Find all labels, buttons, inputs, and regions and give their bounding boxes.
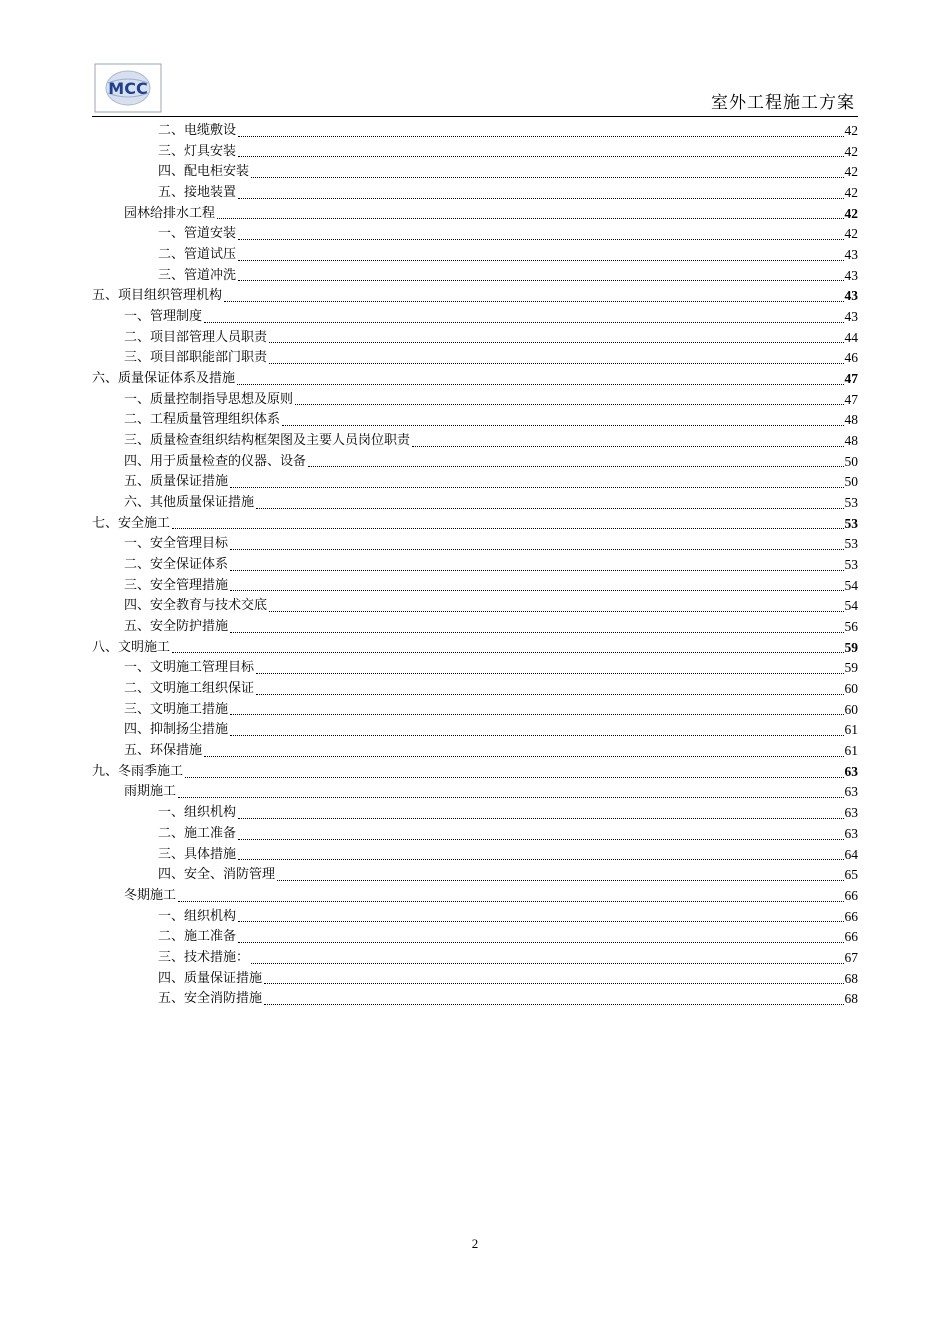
toc-leader-dots (277, 879, 843, 881)
document-header-title: 室外工程施工方案 (711, 93, 855, 113)
toc-entry[interactable] (92, 555, 858, 576)
toc-leader-dots (269, 362, 843, 364)
toc-entry-page: 61 (844, 722, 858, 738)
toc-entry[interactable] (92, 783, 858, 804)
toc-entry-label: 三、管道冲洗 (158, 267, 237, 283)
toc-entry-page: 63 (844, 805, 858, 821)
toc-leader-dots (230, 486, 843, 488)
toc-entry[interactable] (92, 845, 858, 866)
toc-entry-label: 二、施工准备 (158, 825, 237, 841)
toc-entry-page: 66 (844, 929, 858, 945)
toc-entry-label: 二、工程质量管理组织体系 (124, 412, 281, 428)
toc-entry-label: 五、环保措施 (124, 743, 203, 759)
toc-entry-label: 三、项目部职能部门职责 (124, 350, 268, 366)
toc-leader-dots (230, 548, 843, 550)
toc-entry-page: 59 (844, 639, 858, 655)
toc-entry-page: 63 (844, 763, 858, 779)
toc-entry-label: 一、管道安装 (158, 226, 237, 242)
toc-entry-label: 四、质量保证措施 (158, 970, 263, 986)
toc-entry[interactable] (92, 720, 858, 741)
toc-leader-dots (230, 713, 843, 715)
toc-entry-page: 42 (844, 185, 858, 200)
page-number: 2 (471, 1236, 479, 1251)
toc-entry-label: 五、接地装置 (158, 185, 237, 200)
toc-entry-page: 43 (844, 247, 858, 263)
toc-entry-page: 42 (844, 143, 858, 159)
toc-entry-page: 50 (844, 474, 858, 490)
toc-entry[interactable] (92, 183, 858, 204)
toc-entry-label: 七、安全施工 (92, 515, 171, 531)
toc-entry-label: 二、管道试压 (158, 247, 237, 263)
toc-leader-dots (217, 217, 843, 219)
toc-entry[interactable] (92, 472, 858, 493)
toc-entry-page: 46 (844, 350, 858, 366)
toc-entry[interactable] (92, 493, 858, 514)
toc-entry-page: 54 (844, 577, 858, 593)
toc-leader-dots (238, 838, 843, 840)
toc-entry[interactable] (92, 865, 858, 886)
toc-entry-page: 47 (844, 371, 858, 387)
toc-entry-page: 63 (844, 784, 858, 800)
toc-entry[interactable] (92, 596, 858, 617)
toc-entry-label: 一、管理制度 (124, 309, 203, 325)
toc-entry-page: 53 (844, 536, 858, 552)
toc-leader-dots (295, 403, 843, 405)
toc-entry-page: 65 (844, 867, 858, 883)
toc-leader-dots (251, 962, 843, 964)
toc-entry-page: 53 (844, 495, 858, 511)
toc-entry-page: 42 (844, 164, 858, 180)
toc-entry[interactable] (92, 142, 858, 163)
toc-entry-label: 一、文明施工管理目标 (124, 660, 255, 676)
toc-entry-page: 66 (844, 908, 858, 924)
toc-entry-page: 60 (844, 701, 858, 717)
toc-entry-label: 四、抑制扬尘措施 (124, 722, 229, 738)
toc-entry[interactable] (92, 121, 858, 142)
toc-entry-label: 二、文明施工组织保证 (124, 681, 255, 697)
toc-entry-page: 43 (844, 288, 858, 304)
toc-entry-label: 五、质量保证措施 (124, 474, 229, 490)
toc-entry-page: 43 (844, 309, 858, 325)
toc-entry[interactable] (92, 224, 858, 245)
toc-entry-label: 四、配电柜安装 (158, 164, 250, 180)
toc-entry-page: 42 (844, 122, 858, 138)
toc-leader-dots (238, 817, 843, 819)
toc-leader-dots (230, 631, 843, 633)
toc-entry[interactable] (92, 638, 858, 659)
toc-entry[interactable] (92, 534, 858, 555)
toc-entry[interactable] (92, 266, 858, 287)
toc-entry-page: 42 (844, 205, 858, 221)
toc-entry[interactable] (92, 431, 858, 452)
toc-entry-label: 九、冬雨季施工 (92, 763, 184, 779)
toc-leader-dots (251, 176, 843, 178)
toc-entry[interactable] (92, 886, 858, 907)
toc-leader-dots (238, 858, 843, 860)
toc-entry[interactable] (92, 824, 858, 845)
toc-entry-label: 四、安全教育与技术交底 (124, 598, 268, 614)
toc-entry-label: 一、质量控制指导思想及原则 (124, 391, 294, 407)
toc-entry-page: 63 (844, 825, 858, 841)
toc-entry-page: 47 (844, 391, 858, 407)
toc-entry-page: 48 (844, 433, 858, 449)
toc-leader-dots (238, 920, 843, 922)
toc-entry-page: 64 (844, 846, 858, 862)
toc-entry-page: 68 (844, 991, 858, 1007)
toc-leader-dots (224, 300, 843, 302)
toc-leader-dots (238, 279, 843, 281)
toc-entry[interactable] (92, 576, 858, 597)
toc-entry[interactable] (92, 514, 858, 535)
toc-entry-label: 二、电缆敷设 (158, 122, 237, 138)
toc-leader-dots (256, 672, 843, 674)
toc-entry-page: 60 (844, 681, 858, 697)
toc-leader-dots (238, 135, 843, 137)
toc-leader-dots (238, 941, 843, 943)
toc-entry-label: 三、灯具安装 (158, 143, 237, 159)
toc-entry[interactable] (92, 948, 858, 969)
toc-entry[interactable] (92, 969, 858, 990)
toc-entry-label: 三、质量检查组织结构框架图及主要人员岗位职责 (124, 433, 411, 449)
toc-leader-dots (256, 693, 843, 695)
toc-entry-page: 61 (844, 743, 858, 759)
toc-entry-page: 67 (844, 949, 858, 965)
toc-entry[interactable] (92, 989, 858, 1010)
toc-leader-dots (238, 238, 843, 240)
toc-entry-label: 三、技术措施： (158, 949, 250, 965)
toc-entry-label: 一、安全管理目标 (124, 536, 229, 552)
toc-entry-label: 五、项目组织管理机构 (92, 288, 223, 304)
toc-entry[interactable] (92, 410, 858, 431)
toc-entry-label: 六、质量保证体系及措施 (92, 371, 236, 387)
toc-entry[interactable] (92, 927, 858, 948)
toc-entry[interactable] (92, 162, 858, 183)
toc-leader-dots (282, 424, 843, 426)
toc-leader-dots (178, 796, 843, 798)
toc-entry-label: 二、施工准备 (158, 929, 237, 945)
toc-entry-page: 53 (844, 515, 858, 531)
toc-leader-dots (237, 383, 843, 385)
toc-entry-page: 59 (844, 660, 858, 676)
company-logo (94, 63, 162, 113)
toc-entry-label: 三、安全管理措施 (124, 577, 229, 593)
toc-entry-page: 42 (844, 226, 858, 242)
toc-entry[interactable] (92, 907, 858, 928)
toc-entry[interactable] (92, 762, 858, 783)
toc-entry-label: 三、文明施工措施 (124, 701, 229, 717)
toc-entry[interactable] (92, 286, 858, 307)
toc-entry-label: 八、文明施工 (92, 639, 171, 655)
toc-leader-dots (178, 900, 843, 902)
toc-leader-dots (256, 507, 843, 509)
toc-entry-label: 雨期施工 (124, 784, 177, 800)
toc-entry-label: 四、用于质量检查的仪器、设备 (124, 453, 307, 469)
toc-leader-dots (269, 341, 843, 343)
toc-entry[interactable] (92, 307, 858, 328)
toc-entry-label: 六、其他质量保证措施 (124, 495, 255, 511)
toc-entry-label: 三、具体措施 (158, 846, 237, 862)
toc-entry[interactable] (92, 348, 858, 369)
toc-entry-page: 44 (844, 329, 858, 345)
toc-entry[interactable] (92, 204, 858, 225)
toc-entry-label: 五、安全消防措施 (158, 991, 263, 1007)
toc-leader-dots (412, 445, 843, 447)
toc-entry-page: 43 (844, 267, 858, 283)
toc-entry[interactable] (92, 617, 858, 638)
toc-entry[interactable] (92, 803, 858, 824)
toc-leader-dots (308, 465, 843, 467)
toc-leader-dots (230, 589, 843, 591)
toc-leader-dots (264, 982, 843, 984)
toc-leader-dots (238, 197, 843, 199)
toc-entry[interactable] (92, 369, 858, 390)
toc-entry[interactable] (92, 245, 858, 266)
toc-leader-dots (172, 527, 843, 529)
header-divider (92, 116, 858, 117)
svg-text:MCC: MCC (108, 79, 148, 98)
toc-leader-dots (204, 321, 843, 323)
toc-leader-dots (172, 651, 843, 653)
toc-entry-label: 冬期施工 (124, 887, 177, 903)
toc-entry-label: 园林给排水工程 (124, 205, 216, 221)
toc-entry-page: 53 (844, 557, 858, 573)
toc-entry[interactable] (92, 679, 858, 700)
toc-entry-page: 66 (844, 887, 858, 903)
toc-leader-dots (269, 610, 843, 612)
toc-entry[interactable] (92, 390, 858, 411)
toc-entry-label: 二、安全保证体系 (124, 557, 229, 573)
toc-entry-label: 五、安全防护措施 (124, 619, 229, 635)
toc-leader-dots (230, 734, 843, 736)
toc-entry-page: 50 (844, 453, 858, 469)
toc-leader-dots (238, 155, 843, 157)
toc-entry-label: 四、安全、消防管理 (158, 867, 276, 883)
toc-entry-label: 一、组织机构 (158, 805, 237, 821)
toc-leader-dots (238, 259, 843, 261)
toc-entry[interactable] (92, 452, 858, 473)
table-of-contents (92, 121, 858, 1010)
toc-entry-label: 一、组织机构 (158, 908, 237, 924)
toc-entry[interactable] (92, 700, 858, 721)
toc-leader-dots (204, 755, 843, 757)
toc-entry-page: 48 (844, 412, 858, 428)
toc-entry-page: 56 (844, 619, 858, 635)
toc-entry-label: 二、项目部管理人员职责 (124, 329, 268, 345)
toc-leader-dots (230, 569, 843, 571)
toc-entry[interactable] (92, 328, 858, 349)
toc-leader-dots (264, 1003, 843, 1005)
toc-entry-page: 68 (844, 970, 858, 986)
toc-entry-page: 54 (844, 598, 858, 614)
toc-entry[interactable] (92, 658, 858, 679)
toc-entry[interactable] (92, 741, 858, 762)
toc-leader-dots (185, 776, 843, 778)
